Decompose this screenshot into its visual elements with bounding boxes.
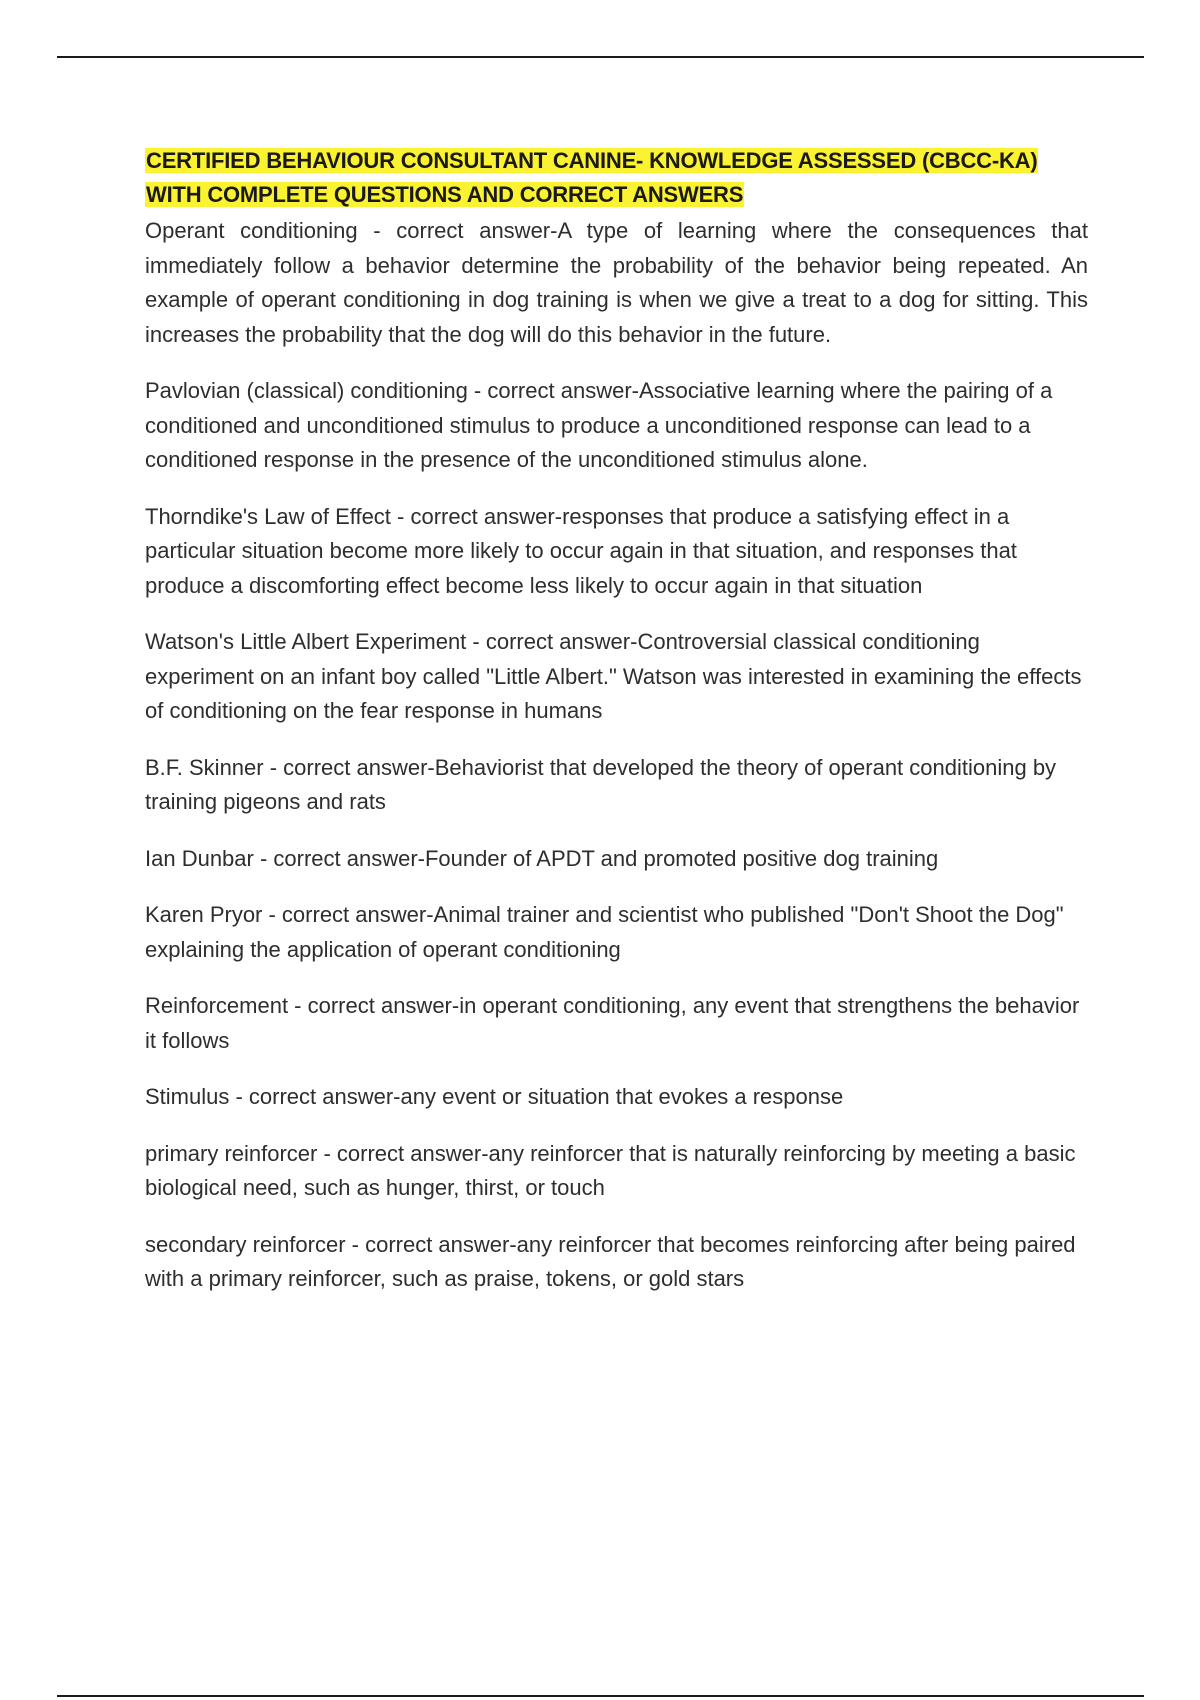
document-title	[145, 144, 1088, 212]
header-rule	[57, 56, 1144, 58]
qa-entry: Reinforcement - correct answer-in operant conditioning, any event that strengthens the behavior it follows	[145, 993, 1080, 1053]
title-highlight: CERTIFIED BEHAVIOUR CONSULTANT CANINE- KNOWLEDGE ASSESSED (CBCC-KA) WITH COMPLETE QUESTIONS AND CORRECT ANSWERS	[146, 148, 1038, 207]
footer-rule	[57, 1695, 1144, 1697]
qa-entry: Thorndike's Law of Effect - correct answer-responses that produce a satisfying effect in a particular situation become more likely to occur again in that situation, and responses that produce a discomforting effect become less likely to occur again in that situation	[145, 503, 1017, 598]
qa-entry: Stimulus - correct answer-any event or situation that evokes a response	[145, 1084, 844, 1109]
qa-entry: Pavlovian (classical) conditioning - correct answer-Associative learning where the pairing of a conditioned and unconditioned stimulus to produce a unconditioned response can lead to a conditioned response in the presence of the unconditioned stimulus alone.	[145, 378, 1053, 472]
qa-entry: primary reinforcer - correct answer-any reinforcer that is naturally reinforcing by meeting a basic biological need, such as hunger, thirst, or touch	[145, 1140, 1076, 1200]
qa-entry: Operant conditioning - correct answer-A type of learning where the consequences that immediately follow a behavior determine the probability of the behavior being repeated. An example of operant conditioning in dog training is when we give a treat to a dog for sitting. This increases the probability that the dog will do this behavior in the future.	[145, 218, 1088, 347]
qa-entry: Ian Dunbar - correct answer-Founder of APDT and promoted positive dog training	[145, 845, 939, 871]
qa-entry: Karen Pryor - correct answer-Animal trainer and scientist who published "Don't Shoot the Dog" explaining the application of operant conditioning	[145, 902, 1064, 962]
qa-entry: secondary reinforcer - correct answer-any reinforcer that becomes reinforcing after being paired with a primary reinforcer, such as praise, tokens, or gold stars	[145, 1231, 1076, 1291]
qa-entry: Watson's Little Albert Experiment - correct answer-Controversial classical conditioning experiment on an infant boy called "Little Albert." Watson was interested in examining the effects of conditioning on the fear response in humans	[145, 629, 1082, 723]
qa-entry: B.F. Skinner - correct answer-Behaviorist that developed the theory of operant conditioning by training pigeons and rats	[145, 754, 1057, 814]
document-body	[145, 144, 1088, 1319]
